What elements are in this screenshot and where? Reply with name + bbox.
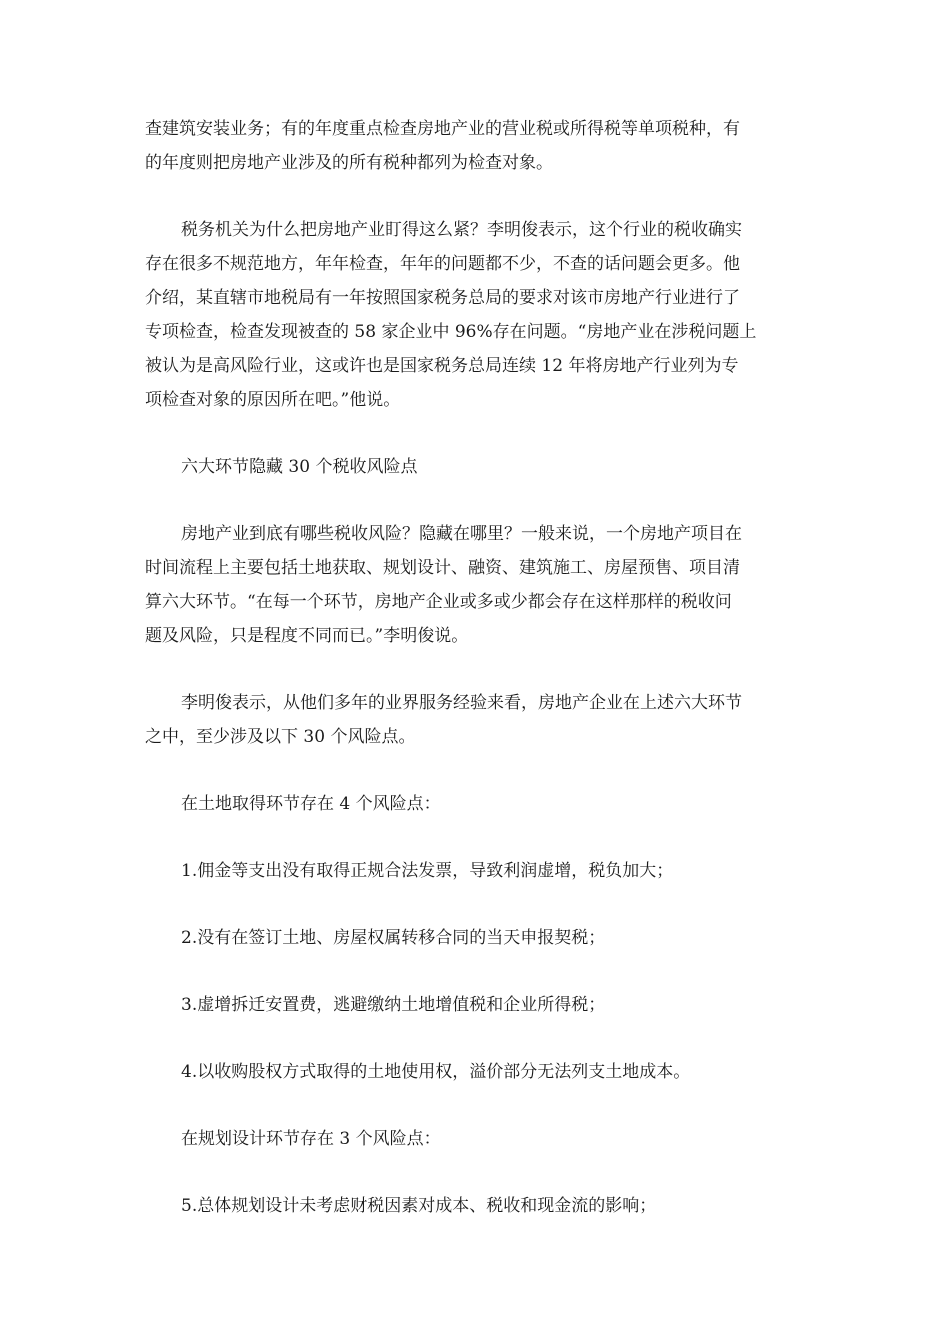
list-item-text: 1.佣金等支出没有取得正规合法发票，导致利润虚增，税负加大； <box>181 861 674 881</box>
list-item <box>145 921 805 955</box>
text-line: 项检查对象的原因所在吧。”他说。 <box>145 390 401 410</box>
text-line: 被认为是高风险行业，这或许也是国家税务总局连续 12 年将房地产行业列为专 <box>145 356 739 376</box>
text-line: 介绍，某直辖市地税局有一年按照国家税务总局的要求对该市房地产行业进行了 <box>145 288 740 308</box>
subheading-text: 在规划设计环节存在 3 个风险点： <box>181 1129 441 1149</box>
list-item <box>145 854 805 888</box>
text-line: 的年度则把房地产业涉及的所有税种都列为检查对象。 <box>145 153 553 173</box>
paragraph-continuation <box>145 112 805 180</box>
text-line: 专项检查，检查发现被查的 58 家企业中 96%存在问题。“房地产业在涉税问题上 <box>145 322 757 342</box>
text-line: 时间流程上主要包括土地获取、规划设计、融资、建筑施工、房屋预售、项目清 <box>145 558 740 578</box>
paragraph-thirty-points <box>145 686 805 754</box>
planning-subheading <box>145 1122 805 1156</box>
paragraph-where-risks <box>145 517 805 653</box>
list-item-text: 5.总体规划设计未考虑财税因素对成本、税收和现金流的影响； <box>181 1196 657 1216</box>
list-item-text: 4.以收购股权方式取得的土地使用权，溢价部分无法列支土地成本。 <box>181 1062 691 1082</box>
subheading-text: 在土地取得环节存在 4 个风险点： <box>181 794 441 814</box>
text-line: 之中，至少涉及以下 30 个风险点。 <box>145 727 416 747</box>
heading-text: 六大环节隐藏 30 个税收风险点 <box>181 457 418 477</box>
text-line: 题及风险，只是程度不同而已。”李明俊说。 <box>145 626 469 646</box>
paragraph-why-focus <box>145 213 805 417</box>
list-item-text: 3.虚增拆迁安置费，逃避缴纳土地增值税和企业所得税； <box>181 995 606 1015</box>
text-line: 查建筑安装业务；有的年度重点检查房地产业的营业税或所得税等单项税种，有 <box>145 119 740 139</box>
list-item <box>145 988 805 1022</box>
list-item <box>145 1189 805 1223</box>
text-line: 房地产业到底有哪些税收风险？隐藏在哪里？一般来说，一个房地产项目在 <box>181 524 742 544</box>
section-heading <box>145 450 805 484</box>
list-item <box>145 1055 805 1089</box>
text-line: 税务机关为什么把房地产业盯得这么紧？李明俊表示，这个行业的税收确实 <box>181 220 742 240</box>
document-page <box>145 112 805 1256</box>
text-line: 李明俊表示，从他们多年的业界服务经验来看，房地产企业在上述六大环节 <box>181 693 742 713</box>
list-item-text: 2.没有在签订土地、房屋权属转移合同的当天申报契税； <box>181 928 606 948</box>
text-line: 存在很多不规范地方，年年检查，年年的问题都不少，不查的话问题会更多。他 <box>145 254 740 274</box>
text-line: 算六大环节。“在每一个环节，房地产企业或多或少都会存在这样那样的税收问 <box>145 592 732 612</box>
land-subheading <box>145 787 805 821</box>
